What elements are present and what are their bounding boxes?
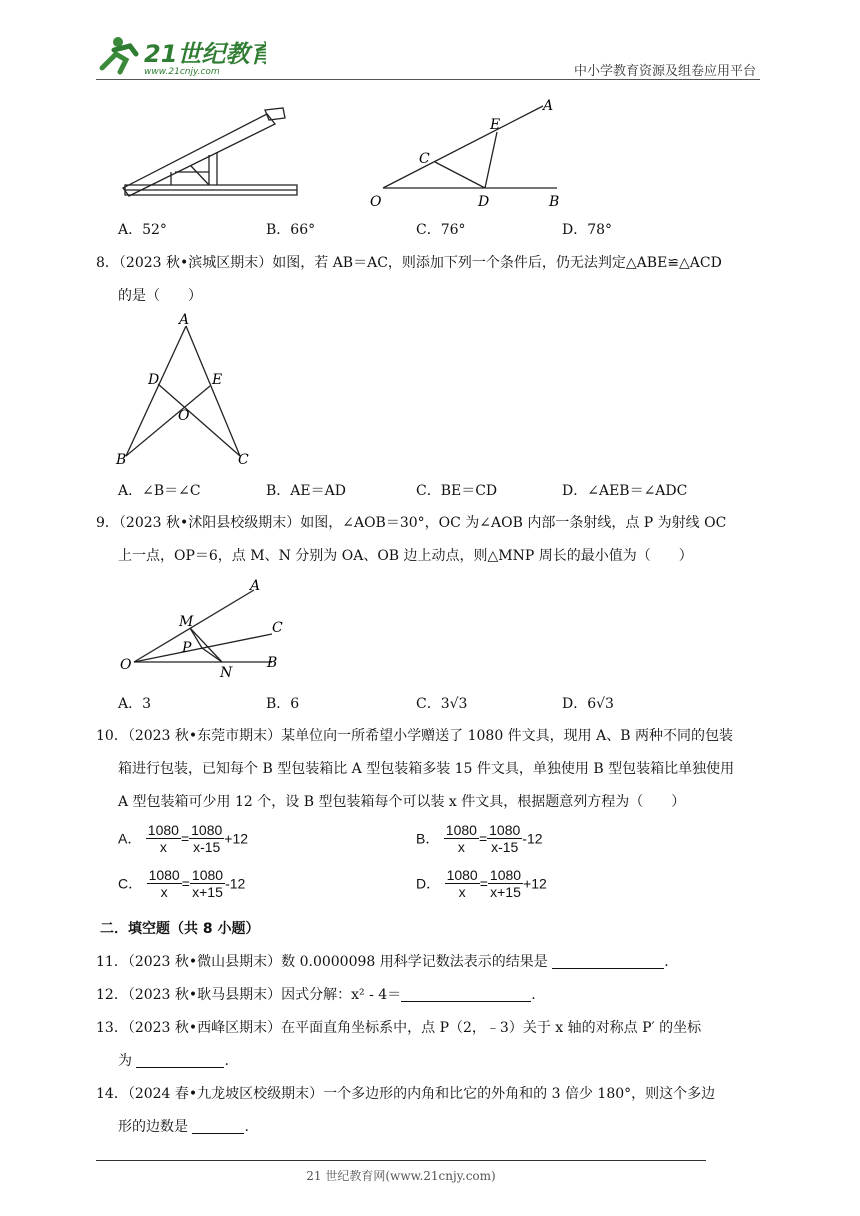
q8-line2: 的是（ ） — [118, 288, 202, 304]
q10-line2: 箱进行包装，已知每个 B 型包装箱比 A 型包装箱多装 15 件文具，单独使用 B 型包装箱比单独使用 — [118, 761, 735, 777]
q12-text: 12．（2023 秋•耿马县期末）因式分解：x² - 4＝ — [96, 987, 402, 1003]
q9-label-O: O — [120, 657, 132, 673]
q9-label-P: P — [182, 640, 192, 656]
q14: 14．（2024 春•九龙坡区校级期末）一个多边形的内角和比它的外角和的 3 倍少 180°，则这个多边 形的边数是 . — [96, 1078, 766, 1144]
q13-line1: 13．（2023 秋•西峰区期末）在平面直角坐标系中，点 P（2，﹣3）关于 x 轴的对称点 P′ 的坐标 — [96, 1020, 702, 1036]
footer-divider — [96, 1160, 706, 1161]
q8-label-E: E — [212, 372, 223, 388]
q9-label-A: A — [250, 578, 261, 594]
option-d[interactable]: D．6√3 — [562, 696, 614, 712]
option-a[interactable]: A． $\frac{1080}{x}$ = $\frac{1080}{x-15}$ +12 — [118, 822, 249, 855]
q7-figure-angles — [365, 96, 565, 211]
q8-line1: 8．（2023 秋•滨城区期末）如图，若 AB＝AC，则添加下列一个条件后，仍无法判定△ABE≌△ACD — [96, 255, 722, 271]
q11-answer-blank[interactable] — [552, 954, 664, 969]
q11-text: 11．（2023 秋•微山县期末）数 0.0000098 用科学记数法表示的结果是 — [96, 954, 548, 970]
label-C: C — [419, 151, 430, 167]
option-c[interactable]: C．BE＝CD — [416, 483, 498, 499]
q14-line2: 形的边数是 — [118, 1119, 188, 1135]
option-d[interactable]: D． $\frac{1080}{x}$ = $\frac{1080}{x+15}$ +12 — [416, 867, 547, 900]
option-b[interactable]: B． $\frac{1080}{x}$ = $\frac{1080}{x-15}$ -12 — [416, 822, 543, 855]
logo-text: 21世纪教育 — [144, 40, 266, 68]
option-b[interactable]: B．AE＝AD — [266, 483, 346, 499]
option-b[interactable]: B．6 — [266, 696, 300, 712]
option-c[interactable]: C．3√3 — [416, 696, 468, 712]
q9-label-N: N — [220, 665, 233, 681]
q9-figure — [112, 574, 292, 684]
section-title-fill-in: 二．填空题（共 8 小题） — [100, 921, 260, 937]
label-B: B — [549, 194, 560, 210]
label-A: A — [543, 98, 554, 114]
q14-line1: 14．（2024 春•九龙坡区校级期末）一个多边形的内角和比它的外角和的 3 倍少 180°，则这个多边 — [96, 1086, 716, 1102]
label-E: E — [490, 117, 501, 133]
q9-label-B: B — [267, 655, 278, 671]
q9-options — [118, 693, 758, 715]
header-platform-text: 中小学教育资源及组卷应用平台 — [573, 63, 756, 78]
q13-line2: 为 — [118, 1053, 132, 1069]
option-b[interactable]: B．66° — [266, 222, 316, 238]
q12-answer-blank[interactable] — [401, 987, 531, 1002]
q10-stem — [96, 720, 766, 819]
runner-icon — [102, 37, 136, 72]
q8-figure — [112, 312, 262, 470]
option-d[interactable]: D．∠AEB＝∠ADC — [562, 483, 688, 499]
q7-options — [118, 219, 718, 239]
q9-label-M: M — [179, 614, 194, 630]
q8-label-C: C — [238, 452, 249, 468]
q13: 13．（2023 秋•西峰区期末）在平面直角坐标系中，点 P（2，﹣3）关于 x 轴的对称点 P′ 的坐标 为 . — [96, 1012, 766, 1078]
logo — [96, 28, 266, 78]
q8-label-A: A — [179, 312, 190, 328]
option-c[interactable]: C．76° — [416, 222, 466, 238]
q14-answer-blank[interactable] — [192, 1119, 244, 1134]
option-a[interactable]: A．52° — [118, 222, 167, 238]
q11: 11．（2023 秋•微山县期末）数 0.0000098 用科学记数法表示的结果是 . — [96, 954, 669, 970]
q8-options — [118, 480, 758, 500]
header-divider — [96, 79, 760, 80]
q8-label-B: B — [116, 452, 127, 468]
q7-figure-ladder — [115, 100, 305, 200]
label-D: D — [478, 194, 490, 210]
q12: 12．（2023 秋•耿马县期末）因式分解：x² - 4＝ . — [96, 987, 536, 1003]
q8-label-O: O — [178, 408, 190, 424]
q8-stem — [96, 247, 766, 313]
q13-answer-blank[interactable] — [136, 1053, 224, 1068]
q9-label-C: C — [272, 620, 283, 636]
label-O: O — [370, 194, 382, 210]
option-a[interactable]: A．∠B＝∠C — [118, 483, 201, 499]
logo-url: www.21cnjy.com — [144, 67, 220, 77]
option-c[interactable]: C． $\frac{1080}{x}$ = $\frac{1080}{x+15}$ -12 — [118, 867, 246, 900]
q9-stem — [96, 507, 766, 573]
q10-line3: A 型包装箱可少用 12 个，设 B 型包装箱每个可以装 x 件文具，根据题意列方程为（ ） — [118, 794, 686, 810]
q9-line2: 上一点，OP＝6，点 M、N 分别为 OA、OB 边上动点，则△MNP 周长的最小值为（ ） — [118, 548, 693, 564]
q8-label-D: D — [148, 372, 160, 388]
footer-text: 21 世纪教育网(www.21cnjy.com) — [306, 1169, 496, 1183]
q9-line1: 9．（2023 秋•沭阳县校级期末）如图，∠AOB＝30°，OC 为∠AOB 内部一条射线，点 P 为射线 OC — [96, 515, 727, 531]
q10-options — [118, 822, 758, 912]
option-d[interactable]: D．78° — [562, 222, 613, 238]
option-a[interactable]: A．3 — [118, 696, 152, 712]
q10-line1: 10．（2023 秋•东莞市期末）某单位向一所希望小学赠送了 1080 件文具，现用 A、B 两种不同的包装 — [96, 728, 733, 744]
